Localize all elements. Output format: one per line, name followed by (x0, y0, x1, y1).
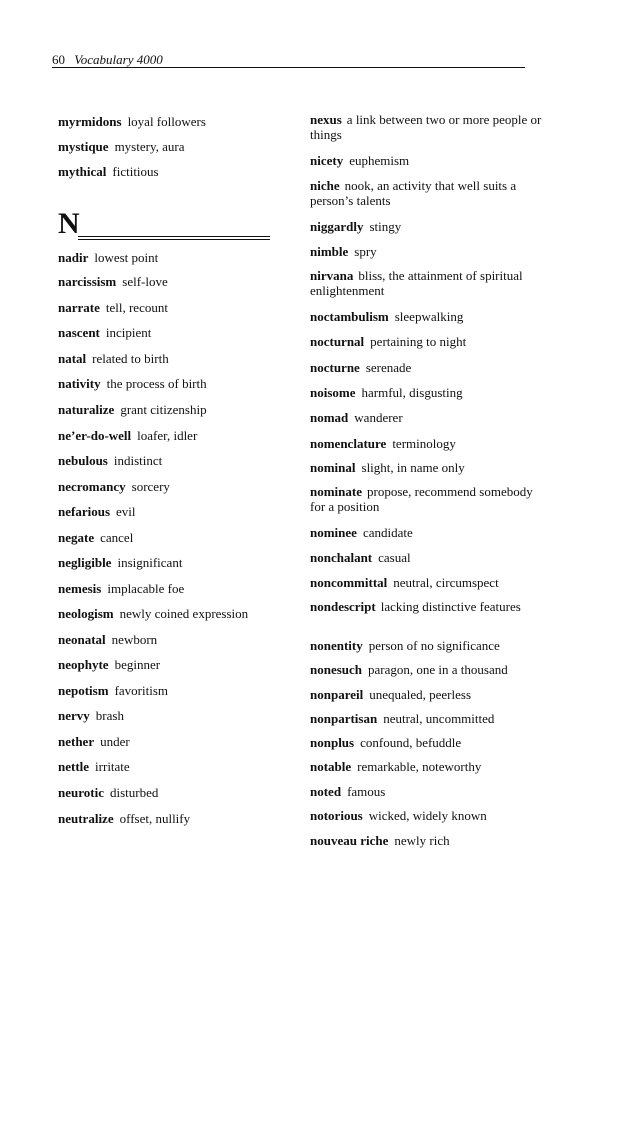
entry (310, 759, 542, 774)
entry-definition: under (100, 734, 130, 749)
entry (58, 657, 280, 672)
entry-definition: spry (354, 244, 377, 259)
entry (310, 385, 542, 400)
entry-definition: disturbed (109, 785, 159, 800)
entry (310, 219, 542, 234)
entry (310, 599, 542, 614)
entry-definition: euphemism (349, 153, 410, 168)
entry-definition: mystery, aura (114, 139, 185, 154)
entry (58, 479, 280, 494)
entry-definition: wicked, widely known (368, 808, 487, 823)
entry-definition: incipient (105, 325, 152, 340)
section-letter: N (58, 207, 80, 240)
entry-definition: harmful, disgusting (361, 385, 463, 400)
entry-word: naturalize (58, 402, 115, 417)
entry-definition: evil (116, 504, 136, 519)
section-heading (58, 202, 270, 242)
entry-word: nettle (58, 759, 90, 774)
entry-word: nativity (58, 376, 101, 391)
entry-word: neonatal (58, 632, 106, 647)
entry-definition: nook, an activity that well suits a person’s talents (310, 178, 517, 208)
entry-definition: brash (95, 708, 124, 723)
entry-definition: irritate (95, 759, 130, 774)
entry-definition: insignificant (117, 555, 183, 570)
entry-definition: propose, recommend somebody for a position (310, 484, 533, 514)
entry (58, 530, 280, 545)
entry-word: nouveau riche (310, 833, 389, 848)
entry (58, 300, 280, 315)
entry-word: noctambulism (310, 309, 389, 324)
entry-definition: famous (347, 784, 386, 799)
entry-definition: loyal followers (127, 114, 206, 129)
entry-definition: newly rich (394, 833, 450, 848)
entry-definition: casual (378, 550, 411, 565)
entry-definition: paragon, one in a thousand (368, 662, 508, 677)
entry-definition: bliss, the attainment of spiritual enlightenment (310, 268, 523, 298)
entry-definition: wanderer (354, 410, 403, 425)
entry-definition: tell, recount (105, 300, 168, 315)
entry (310, 662, 542, 677)
entry-word: nonpartisan (310, 711, 378, 726)
entry (310, 687, 542, 702)
entry (310, 638, 542, 653)
entry (310, 178, 542, 208)
entry-definition: unequaled, peerless (369, 687, 472, 702)
entry (58, 759, 280, 774)
entry-word: nimble (310, 244, 349, 259)
entry-definition: newborn (111, 632, 158, 647)
entry (58, 376, 280, 391)
entry-word: neutralize (58, 811, 114, 826)
entry-word: nominate (310, 484, 362, 499)
entry-word: nexus (310, 112, 342, 127)
entry (310, 460, 542, 475)
entry-word: nadir (58, 250, 89, 265)
entry-definition: fictitious (112, 164, 159, 179)
book-title: Vocabulary 4000 (74, 52, 163, 67)
entry (310, 153, 542, 168)
entry (58, 402, 280, 417)
entry (58, 428, 280, 443)
entry-definition: favoritism (114, 683, 168, 698)
entry-definition: the process of birth (106, 376, 207, 391)
entry-word: nomenclature (310, 436, 387, 451)
entry-word: nonpareil (310, 687, 364, 702)
entry (58, 581, 280, 596)
entry-word: neophyte (58, 657, 109, 672)
entry-word: noted (310, 784, 342, 799)
entry-word: myrmidons (58, 114, 122, 129)
entry-definition: implacable foe (107, 581, 185, 596)
entry-word: narrate (58, 300, 100, 315)
entry-definition: related to birth (92, 351, 169, 366)
entry-word: nirvana (310, 268, 354, 283)
entry (310, 833, 542, 848)
entry (310, 525, 542, 540)
entry-word: nervy (58, 708, 90, 723)
entry (58, 708, 280, 723)
entry (310, 410, 542, 425)
entry (58, 274, 280, 289)
section-rule (78, 236, 270, 240)
entry-word: mythical (58, 164, 107, 179)
entry-word: ne’er-do-well (58, 428, 132, 443)
entry (58, 606, 280, 621)
entry-definition: indistinct (113, 453, 163, 468)
entry (58, 785, 280, 800)
entry (58, 555, 280, 570)
entry (58, 734, 280, 749)
entry-word: negate (58, 530, 95, 545)
entry-definition: pertaining to night (370, 334, 467, 349)
entry-definition: loafer, idler (137, 428, 198, 443)
entry-word: noncommittal (310, 575, 388, 590)
entry-word: nondescript (310, 599, 376, 614)
entry-word: niggardly (310, 219, 364, 234)
entry-word: nomad (310, 410, 349, 425)
entry-definition: lowest point (94, 250, 159, 265)
entry (58, 139, 280, 154)
entry (58, 250, 280, 265)
entry-word: negligible (58, 555, 112, 570)
entry-word: notorious (310, 808, 363, 823)
entry-definition: a link between two or more people or things (310, 112, 542, 142)
entry-definition: person of no significance (368, 638, 500, 653)
entry (310, 244, 542, 259)
entry-word: necromancy (58, 479, 126, 494)
entry-definition: newly coined expression (119, 606, 249, 621)
entry-word: nepotism (58, 683, 109, 698)
entry (310, 360, 542, 375)
entry (58, 164, 280, 179)
entry-word: nicety (310, 153, 344, 168)
entry (310, 309, 542, 324)
entry-definition: sorcery (131, 479, 170, 494)
entry-word: nonesuch (310, 662, 363, 677)
entry (310, 550, 542, 565)
entry (58, 632, 280, 647)
entry-word: nebulous (58, 453, 108, 468)
entry-definition: cancel (100, 530, 134, 545)
entry-word: nocturne (310, 360, 360, 375)
entry (58, 811, 280, 826)
entry-word: nominal (310, 460, 356, 475)
entry (310, 735, 542, 750)
entry-definition: neutral, circumspect (393, 575, 499, 590)
entry-word: nominee (310, 525, 357, 540)
entry-definition: lacking distinctive features (380, 599, 521, 614)
entry (58, 351, 280, 366)
entry (58, 683, 280, 698)
entry-definition: stingy (369, 219, 402, 234)
entry (310, 112, 542, 142)
entry-word: noisome (310, 385, 356, 400)
page-number: 60 (52, 52, 65, 67)
entry-definition: serenade (365, 360, 412, 375)
entry-word: niche (310, 178, 340, 193)
entry (310, 436, 542, 451)
entry (310, 784, 542, 799)
entry-word: neurotic (58, 785, 104, 800)
entry (310, 575, 542, 590)
page-header (52, 53, 525, 68)
entry (310, 808, 542, 823)
entry (310, 334, 542, 349)
entry-word: nascent (58, 325, 100, 340)
entry-definition: sleepwalking (394, 309, 464, 324)
entry-word: nether (58, 734, 95, 749)
entry-definition: neutral, uncommitted (383, 711, 495, 726)
entry (310, 268, 542, 298)
entry-word: nonchalant (310, 550, 373, 565)
entry-definition: terminology (392, 436, 456, 451)
entry-word: notable (310, 759, 352, 774)
entry (58, 325, 280, 340)
entry-word: nefarious (58, 504, 110, 519)
entry-definition: confound, befuddle (360, 735, 462, 750)
entry-word: neologism (58, 606, 114, 621)
entry-word: mystique (58, 139, 109, 154)
entry-definition: self-love (122, 274, 168, 289)
entry-definition: grant citizenship (120, 402, 207, 417)
entry-word: narcissism (58, 274, 117, 289)
entry (58, 504, 280, 519)
entry-word: nemesis (58, 581, 102, 596)
entry-definition: candidate (362, 525, 413, 540)
entry-word: nocturnal (310, 334, 365, 349)
entry (58, 114, 280, 129)
entry-word: nonentity (310, 638, 363, 653)
entry-definition: offset, nullify (119, 811, 191, 826)
entry (310, 484, 542, 514)
entry-definition: remarkable, noteworthy (357, 759, 482, 774)
entry (310, 711, 542, 726)
entry-definition: beginner (114, 657, 161, 672)
entry-word: nonplus (310, 735, 355, 750)
entry-definition: slight, in name only (361, 460, 465, 475)
entry (58, 453, 280, 468)
entry-word: natal (58, 351, 87, 366)
